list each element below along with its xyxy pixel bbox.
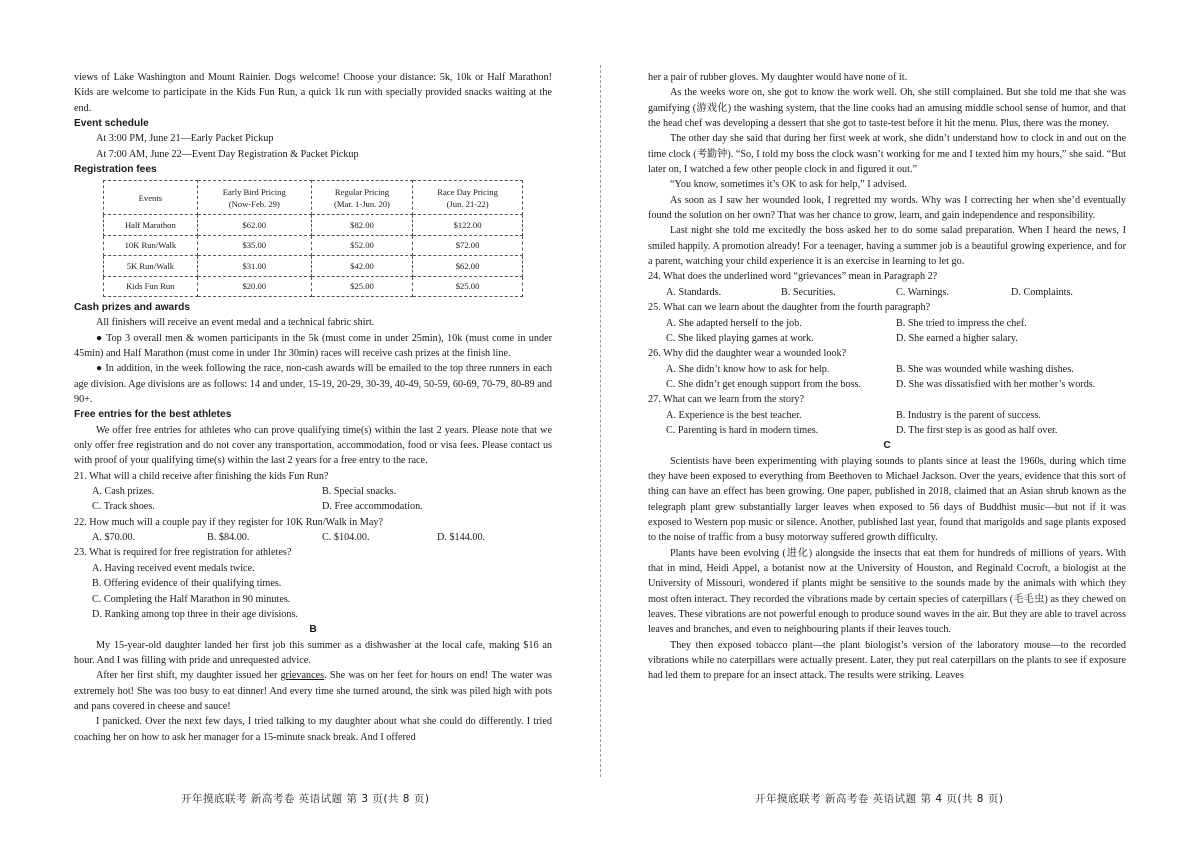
- question-26-options: [648, 362, 1126, 393]
- page-footer-left: 开年摸底联考 新高考卷 英语试题 第 3 页(共 8 页): [181, 793, 430, 805]
- table-row: [104, 276, 523, 296]
- passage-b-paragraph-5: The other day she said that during her first week at work, she didn’t understand how to clock in and out on the time clock (考勤钟). “So, I told my boss the clock wasn’t working for me and I texted him my hours,” she said. “But later on, I watched a few other people clock in and figured it out.”: [648, 133, 1126, 176]
- table-cell: $72.00: [413, 235, 523, 255]
- table-cell: Kids Fun Run: [104, 276, 198, 296]
- option: A. Experience is the best teacher.: [666, 409, 802, 421]
- option: C. Parenting is hard in modern times.: [666, 424, 819, 436]
- option: B. She was wounded while washing dishes.: [896, 363, 1074, 375]
- table-header-cell: Regular Pricing (Mar. 1-Jun. 20): [311, 181, 412, 215]
- option: C. She liked playing games at work.: [666, 332, 814, 344]
- option: B. Industry is the parent of success.: [896, 409, 1041, 421]
- option: A. She adapted herself to the job.: [666, 317, 802, 329]
- question-24: 24. What does the underlined word “grievances” mean in Paragraph 2?: [648, 271, 938, 283]
- schedule-item-2: At 7:00 AM, June 22—Event Day Registration & Packet Pickup: [96, 148, 359, 160]
- question-27-options: [648, 408, 1126, 439]
- table-cell: $52.00: [311, 235, 412, 255]
- table-cell: $62.00: [413, 256, 523, 276]
- table-cell: $25.00: [311, 276, 412, 296]
- passage-b-continued: her a pair of rubber gloves. My daughter would have none of it.: [648, 72, 908, 83]
- option: A. She didn’t know how to ask for help.: [666, 363, 830, 375]
- passage-b-paragraph-7: As soon as I saw her wounded look, I regretted my words. Why was I correcting her when she’d eventually found the solution on her own? That was her chance to grow, learn, and gain independence and responsibility.: [648, 194, 1126, 222]
- question-23: 23. What is required for free registration for athletes?: [74, 547, 292, 559]
- right-page-column: [648, 70, 1126, 684]
- question-21: 21. What will a child receive after finishing the kids Fun Run?: [74, 470, 329, 482]
- table-header-row: [104, 181, 523, 215]
- option: C. Track shoes.: [92, 501, 155, 513]
- table-header-cell: Race Day Pricing (Jun. 21-22): [413, 181, 523, 215]
- underlined-word: grievances: [280, 670, 325, 682]
- option: B. Offering evidence of their qualifying times.: [92, 578, 282, 590]
- question-22: 22. How much will a couple pay if they register for 10K Run/Walk in May?: [74, 516, 383, 528]
- option: C. Completing the Half Marathon in 90 minutes.: [92, 593, 291, 605]
- option: D. Complaints.: [1011, 286, 1073, 298]
- option: A. Having received event medals twice.: [92, 562, 255, 574]
- option: A. Cash prizes.: [92, 486, 155, 498]
- option: B. Securities.: [781, 286, 836, 298]
- question-27: 27. What can we learn from the story?: [648, 394, 804, 406]
- table-row: [104, 235, 523, 255]
- free-entries-heading: Free entries for the best athletes: [74, 409, 232, 421]
- table-cell: 10K Run/Walk: [104, 235, 198, 255]
- question-22-options: [74, 530, 552, 545]
- option: C. She didn’t get enough support from the boss.: [666, 378, 862, 390]
- option: C. $104.00.: [322, 532, 370, 544]
- passage-b-paragraph-6: “You know, sometimes it’s OK to ask for help,” I advised.: [670, 179, 907, 191]
- registration-fees-table: [103, 180, 523, 297]
- question-21-options: [74, 484, 552, 515]
- page-divider: [600, 65, 601, 777]
- option: A. Standards.: [666, 286, 722, 298]
- option: D. The first step is as good as half over.: [896, 424, 1058, 436]
- table-cell: $35.00: [197, 235, 311, 255]
- table-cell: $42.00: [311, 256, 412, 276]
- free-entries-paragraph: We offer free entries for athletes who can prove qualifying time(s) within the last 2 years. Please note that we only offer free registration and do not cover any transportation, accommodation, food or visa fees. Please contact us with proof of your qualifying time(s) within the last 2 years for a free entry to the race.: [74, 424, 552, 467]
- option: C. Warnings.: [896, 286, 950, 298]
- section-b-heading: B: [309, 624, 317, 636]
- question-26: 26. Why did the daughter wear a wounded look?: [648, 348, 847, 360]
- left-page-column: [74, 70, 552, 745]
- schedule-item-1: At 3:00 PM, June 21—Early Packet Pickup: [96, 133, 274, 145]
- option: B. $84.00.: [207, 532, 250, 544]
- passage-b-paragraph-3: I panicked. Over the next few days, I tried talking to my daughter about what she could do differently. I tried coaching her on how to ask her manager for a 15-minute snack break. And I offered: [74, 716, 552, 743]
- cash-heading: Cash prizes and awards: [74, 301, 191, 313]
- cash-paragraph-3: ● In addition, in the week following the race, non-cash awards will be emailed to the top three runners in each age division. Age divisions are as follows: 14 and under, 15-19, 20-29, 30-39, 40-49, 50-59, 60-69, 70-79, 80-89 and 90+.: [74, 363, 552, 406]
- schedule-heading: Event schedule: [74, 118, 149, 130]
- intro-paragraph: views of Lake Washington and Mount Rainier. Dogs welcome! Choose your distance: 5k, 10k or Half Marathon! Kids are welcome to participate in the Kids Fun Run, a quick 1k run with specially provided snacks waiting at the end.: [74, 72, 552, 114]
- option: B. She tried to impress the chef.: [896, 317, 1027, 329]
- table-cell: $122.00: [413, 215, 523, 235]
- passage-c-paragraph-1: Scientists have been experimenting with playing sounds to plants since at least the 1960s, during which time they have been exposed to everything from Beethoven to Michael Jackson. Over the years, evidence that this sort of thing can have an effect has been growing. One paper, published in 2018, claimed that an Asian shrub known as the telegraph plant grew substantially larger leaves when exposed to 56 days of Buddhist music—but not if it was exposed to Western pop music or silence. Another, published last year, found that marigolds and sage plants exposed to the noise of traffic from a busy motorway suffered growth difficulty.: [648, 455, 1126, 544]
- table-row: [104, 256, 523, 276]
- table-cell: $62.00: [197, 215, 311, 235]
- table-header-cell: Early Bird Pricing (Now-Feb. 29): [197, 181, 311, 215]
- passage-b-paragraph-2: After her first shift, my daughter issued her grievances. She was on her feet for hours on end! The water was extremely hot! She was too busy to eat dinner! And every time she turned around, the sink was piled high with pots and pans covered in cheese and sauce!: [74, 670, 552, 712]
- fees-heading: Registration fees: [74, 164, 157, 176]
- table-header-cell: Events: [104, 181, 198, 215]
- table-cell: $31.00: [197, 256, 311, 276]
- question-25: 25. What can we learn about the daughter from the fourth paragraph?: [648, 302, 931, 314]
- page-footer-right: 开年摸底联考 新高考卷 英语试题 第 4 页(共 8 页): [755, 793, 1004, 805]
- option: D. Ranking among top three in their age divisions.: [92, 608, 298, 620]
- option: D. $144.00.: [437, 532, 486, 544]
- cash-paragraph-2: ● Top 3 overall men & women participants in the 5k (must come in under 25min), 10k (must come in under 45min) and Half Marathon (must come in under 1hr 30min) races will receive cash prizes at the finish line.: [74, 332, 552, 359]
- cash-paragraph-1: All finishers will receive an event medal and a technical fabric shirt.: [96, 317, 375, 329]
- passage-c-paragraph-2: Plants have been evolving (进化) alongside the insects that eat them for hundreds of millions of years. With that in mind, Heidi Appel, a botanist now at the University of Houston, and Reginald Cocroft, a biologist at the University of Missouri, wondered if plants might be sensitive to the sounds made by the animals with which they most often interact. They recorded the vibrations made by certain species of caterpillars (毛毛虫) as they chewed on leaves. These vibrations are not powerful enough to produce sound waves in the air. But they are able to travel across leaves and branches, and even to neighbouring plants if their leaves touch.: [648, 547, 1126, 636]
- passage-b-paragraph-1: My 15-year-old daughter landed her first job this summer as a dishwasher at the local cafe, making $16 an hour. And I was filling with pride and unrequested advice.: [74, 639, 552, 666]
- option: A. $70.00.: [92, 532, 136, 544]
- question-25-options: [648, 316, 1126, 347]
- option: B. Special snacks.: [322, 486, 397, 498]
- passage-c-paragraph-3: They then exposed tobacco plant—the plant biologist’s version of the laboratory mouse—to the recorded vibrations while no caterpillars were actually present. Later, they put real caterpillars on the plants to see if exposure had led them to prepare for an insect attack. The results were striking. Leaves: [648, 639, 1126, 682]
- table-cell: 5K Run/Walk: [104, 256, 198, 276]
- option: D. Free accommodation.: [322, 501, 423, 513]
- table-cell: $82.00: [311, 215, 412, 235]
- passage-b-paragraph-8: Last night she told me excitedly the boss asked her to do some salad preparation. When I heard the news, I smiled happily. A promotion already! For a teenager, having a summer job is a beautiful growing experience, and for a parent, watching your child experience it is an exercise in learning to let go.: [648, 225, 1126, 268]
- table-cell: $25.00: [413, 276, 523, 296]
- passage-b-paragraph-4: As the weeks wore on, she got to know the work well. Oh, she still complained. But she told me that she was gamifying (游戏化) the washing system, that the line cooks had an amusing middle school sense of humor, and that the head chef was developing a dessert that she got to taste-test before it hit the menu. Plus, there was the money.: [648, 87, 1126, 130]
- question-24-options: [648, 285, 1126, 300]
- option: D. She was dissatisfied with her mother’s words.: [896, 378, 1096, 390]
- table-row: [104, 215, 523, 235]
- section-c-heading: C: [883, 440, 891, 452]
- table-cell: $20.00: [197, 276, 311, 296]
- table-cell: Half Marathon: [104, 215, 198, 235]
- option: D. She earned a higher salary.: [896, 332, 1018, 344]
- question-23-options: [74, 561, 552, 622]
